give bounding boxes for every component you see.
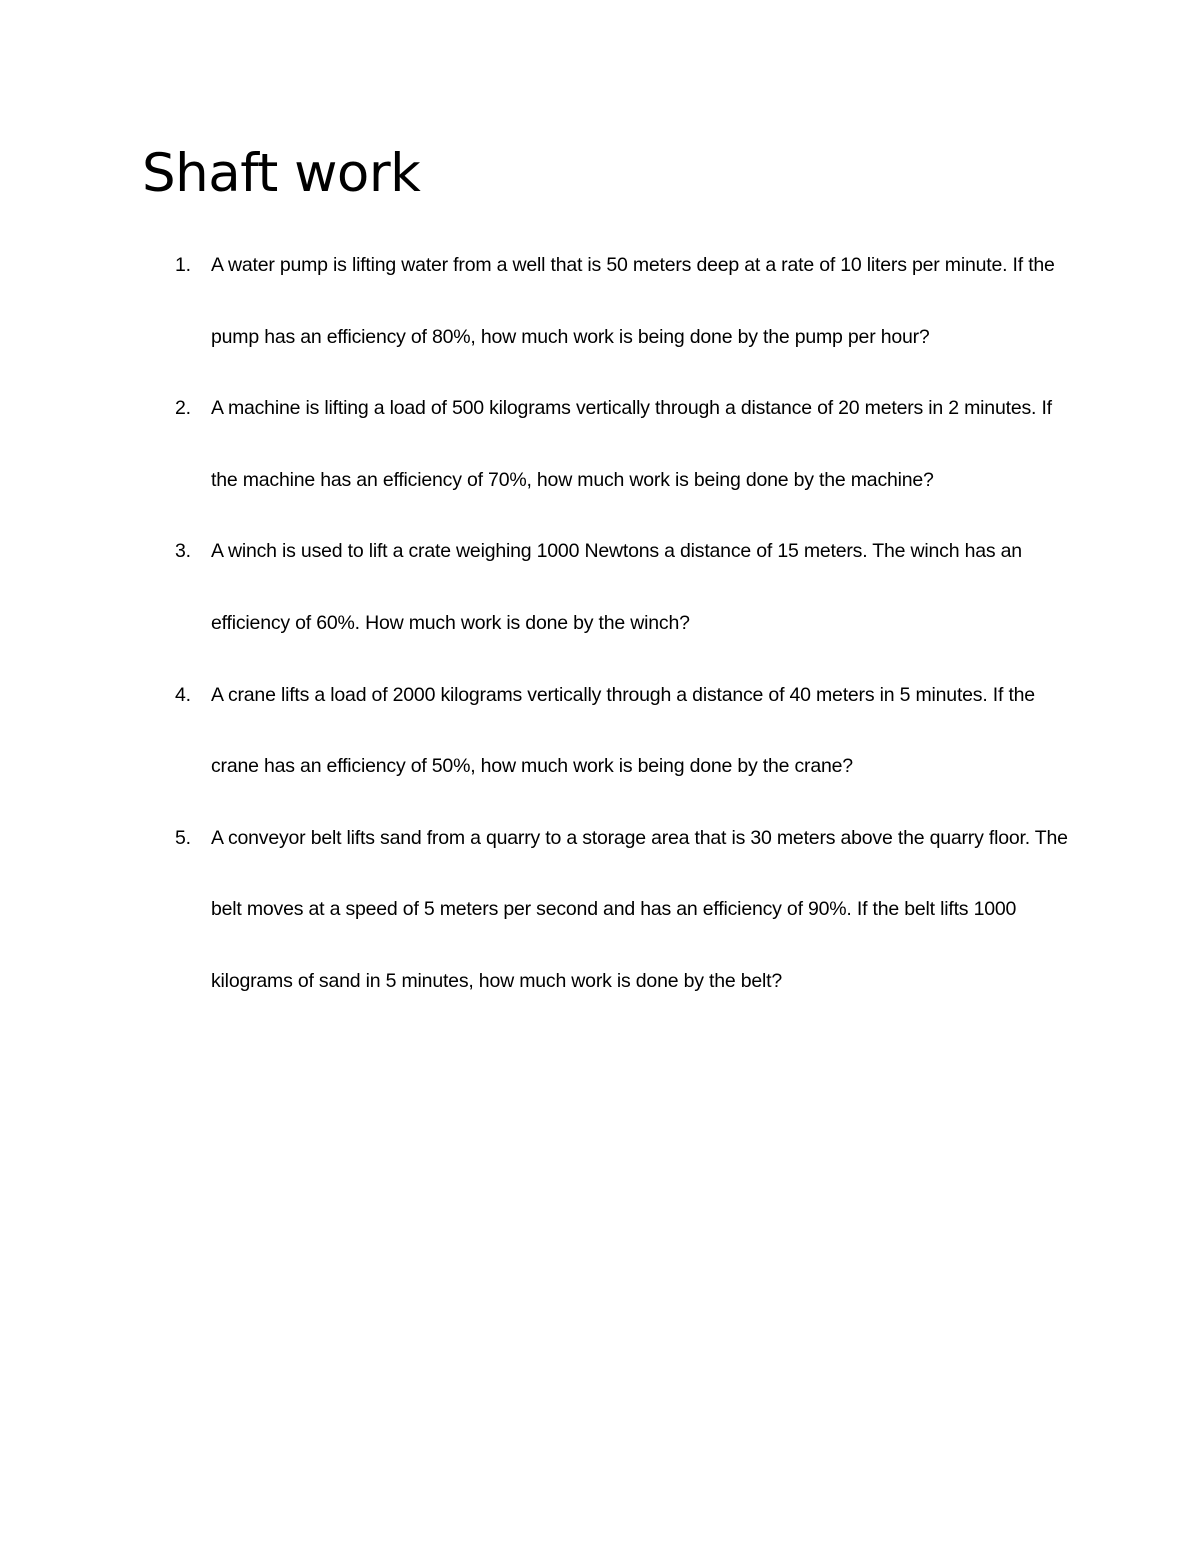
question-text: A water pump is lifting water from a well that is 50 meters deep at a rate of 10 liters per minute. If the pump has an efficiency of 80%, how much work is being done by the pump per hour? xyxy=(211,254,1055,348)
question-number: 1. xyxy=(175,254,191,276)
question-number: 2. xyxy=(175,397,191,420)
question-number: 4. xyxy=(175,683,191,706)
question-item-4 xyxy=(0,660,1071,803)
question-text: A crane lifts a load of 2000 kilograms vertically through a distance of 40 meters in 5 minutes. If the crane has an efficiency of 50%, how much work is being done by the crane? xyxy=(211,683,1035,778)
page-title: Shaft work xyxy=(142,143,421,204)
question-number: 5. xyxy=(175,826,191,849)
question-item-2 xyxy=(0,373,1071,516)
question-item-3 xyxy=(0,516,1071,659)
question-item-1 xyxy=(0,230,1071,373)
question-list xyxy=(0,230,1200,1018)
question-text: A winch is used to lift a crate weighing 1000 Newtons a distance of 15 meters. The winch has an efficiency of 60%. How much work is done by the winch? xyxy=(211,540,1022,634)
question-item-5 xyxy=(0,803,1071,1018)
question-text: A conveyor belt lifts sand from a quarry to a storage area that is 30 meters above the quarry floor. The belt moves at a speed of 5 meters per second and has an efficiency of 90%. If the belt lifts 1000 kilograms of sand in 5 minutes, how much work is done by the belt? xyxy=(211,826,1068,992)
question-number: 3. xyxy=(175,540,191,563)
question-text: A machine is lifting a load of 500 kilograms vertically through a distance of 20 meters in 2 minutes. If the machine has an efficiency of 70%, how much work is being done by the machine? xyxy=(211,397,1052,491)
